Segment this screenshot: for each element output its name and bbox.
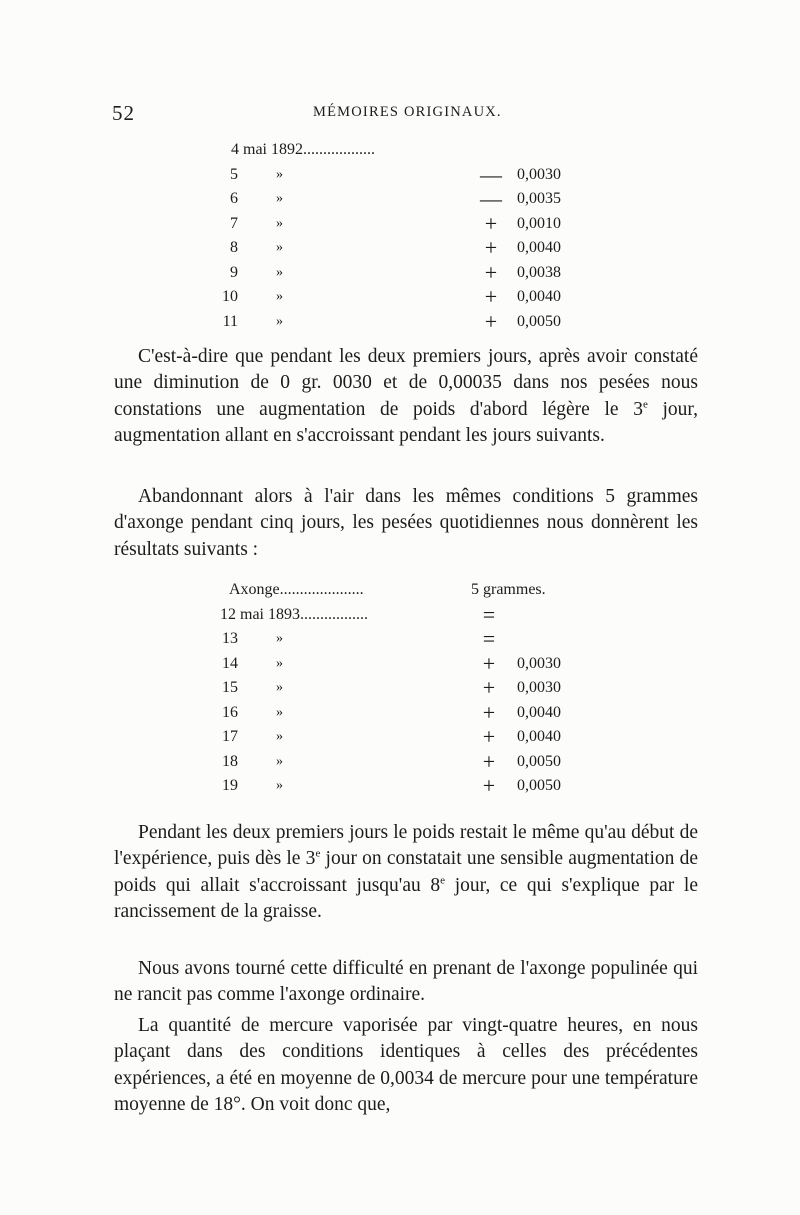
sign: + [484, 235, 498, 260]
table-row [0, 310, 800, 334]
page-number: 52 [112, 101, 135, 125]
ditto-mark: » [276, 753, 283, 769]
day-number: 10 [222, 288, 238, 305]
sign: + [484, 259, 498, 285]
table-row [0, 676, 800, 700]
day-number: 6 [230, 190, 238, 207]
sign: — [480, 186, 502, 211]
paragraph-1-text-b: jour, augmentation allant en s'accroissant pendant les jours suivants. [114, 398, 698, 446]
table-row [0, 627, 800, 651]
day-number: 14 [222, 654, 238, 672]
paragraph-2 [114, 484, 698, 563]
sign: + [482, 699, 496, 725]
sign: — [480, 161, 502, 187]
sign: + [482, 650, 496, 676]
ditto-mark: » [276, 166, 283, 182]
paragraph-3-text-c: jour, ce qui s'explique par le rancissement de la graisse. [114, 874, 699, 922]
day-number: 11 [222, 312, 238, 330]
table-row [0, 750, 800, 774]
ditto-mark: » [276, 215, 283, 231]
sign: = [482, 626, 496, 651]
running-title: MÉMOIRES ORIGINAUX. [313, 104, 502, 120]
paragraph-3-text-b: jour on constatait une sensible augmentation de poids qui allait s'accroissant jusqu'au 8 [114, 848, 698, 896]
table-header-row [0, 578, 800, 602]
start-date-label: 4 mai 1892.................. [231, 141, 375, 158]
ditto-mark: » [276, 655, 283, 671]
sign: + [482, 748, 496, 774]
paragraph-3 [114, 820, 698, 925]
table-row-start [0, 138, 800, 162]
day-number: 13 [222, 630, 238, 647]
paragraph-1-text-a: C'est-à-dire que pendant les deux premiers jours, après avoir constaté une diminution de 0 gr. 0030 et de 0,00035 dans nos pesées nous constations une augmentation de poids d'abord légère le 3 [114, 346, 698, 420]
paragraph-1 [114, 344, 698, 449]
superscript: e [642, 398, 648, 411]
day-number: 15 [222, 679, 238, 696]
weight-value: 0,0010 [517, 214, 561, 232]
paragraph-5-text: La quantité de mercure vaporisée par vingt-quatre heures, en nous plaçant dans des conditions identiques à celles des précédentes expériences, a été en moyenne de 0,0034 de mercure pour une température moyenne de 18°. On voit donc que, [114, 1015, 698, 1115]
ditto-mark: » [276, 264, 283, 280]
table-row-start [0, 603, 800, 627]
weight-value: 0,0040 [517, 728, 561, 745]
sign: + [484, 210, 498, 236]
ditto-mark: » [276, 631, 283, 646]
ditto-mark: » [276, 191, 283, 206]
sign: + [484, 284, 498, 309]
day-number: 19 [222, 777, 238, 794]
ditto-mark: » [276, 729, 283, 744]
paragraph-5 [114, 1013, 698, 1118]
weight-value: 0,0040 [517, 239, 561, 256]
table-row [0, 774, 800, 798]
weight-value: 0,0050 [517, 312, 561, 330]
paragraph-2-text: Abandonnant alors à l'air dans les mêmes conditions 5 grammes d'axonge pendant cinq jours, les pesées quotidiennes nous donnèrent les résultats suivants : [114, 486, 698, 560]
table-row [0, 236, 800, 260]
paragraph-3-text-a: Pendant les deux premiers jours le poids restait le même qu'au début de l'expérience, puis dès le 3 [114, 822, 698, 870]
weight-value: 0,0038 [517, 263, 561, 281]
substance-label: Axonge..................... [229, 581, 364, 598]
weight-value: 0,0030 [517, 679, 561, 696]
sign: + [482, 675, 496, 700]
table-row [0, 163, 800, 187]
paragraph-4-text: Nous avons tourné cette difficulté en prenant de l'axonge populinée qui ne rancit pas comme l'axonge ordinaire. [114, 958, 698, 1006]
ditto-mark: » [276, 680, 283, 695]
sign: + [482, 724, 496, 749]
weight-value: 0,0050 [517, 777, 561, 794]
table-row [0, 212, 800, 236]
weight-value: 0,0035 [517, 190, 561, 207]
table-row [0, 187, 800, 211]
superscript: e [315, 847, 321, 860]
weight-value: 0,0040 [517, 288, 561, 305]
day-number: 8 [230, 239, 238, 256]
table-row [0, 652, 800, 676]
weight-value: 0,0050 [517, 752, 561, 770]
start-date-label: 12 mai 1893................. [220, 605, 368, 623]
weight-value: 0,0030 [517, 654, 561, 672]
weight-value: 0,0030 [517, 165, 561, 183]
day-number: 17 [222, 728, 238, 745]
day-number: 9 [230, 263, 238, 281]
day-number: 16 [222, 703, 238, 721]
day-number: 5 [230, 165, 238, 183]
ditto-mark: » [276, 313, 283, 329]
weight-value: 0,0040 [517, 703, 561, 721]
table-row [0, 701, 800, 725]
initial-weight: 5 grammes. [471, 581, 546, 598]
ditto-mark: » [276, 778, 283, 793]
sign: + [482, 773, 496, 798]
table-row [0, 725, 800, 749]
superscript: e [440, 874, 446, 887]
ditto-mark: » [276, 704, 283, 720]
sign: = [482, 601, 496, 627]
table-row [0, 261, 800, 285]
sign: + [484, 308, 498, 334]
ditto-mark: » [276, 289, 283, 304]
table-row [0, 285, 800, 309]
ditto-mark: » [276, 240, 283, 255]
day-number: 7 [230, 214, 238, 232]
paragraph-4 [114, 956, 698, 1009]
day-number: 18 [222, 752, 238, 770]
